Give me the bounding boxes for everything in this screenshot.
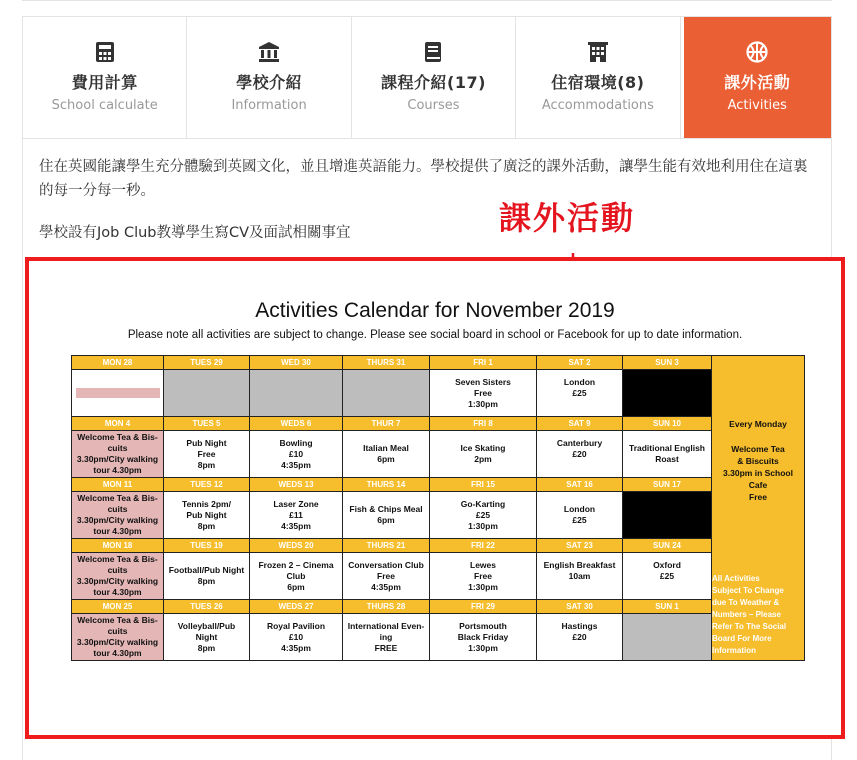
- calendar-day-header: WED 30: [250, 356, 343, 370]
- calendar-day-header: FRI 22: [430, 539, 537, 553]
- calendar-week-header-row: [72, 478, 805, 492]
- job-club-paragraph: 學校設有Job Club教導學生寫CV及面試相關事宜: [39, 225, 351, 241]
- monday-welcome-note: [712, 418, 804, 503]
- calendar-title: Activities Calendar for November 2019: [255, 299, 615, 322]
- calendar-subtitle: Please note all activities are subject to change. Please see social board in school or Facebook for up to date information.: [127, 329, 743, 341]
- calendar-activity-cell: [343, 370, 430, 417]
- tab-sublabel: Activities: [727, 98, 787, 113]
- basketball-icon: [746, 41, 768, 63]
- activity-text-line: tour 4.30pm: [93, 465, 142, 475]
- calendar-day-header: SAT 16: [537, 478, 623, 492]
- activity-text-line: Tennis 2pm/: [182, 498, 231, 509]
- tab-activities[interactable]: [684, 17, 831, 138]
- calendar-day-header: FRI 15: [430, 478, 537, 492]
- activity-text-line: Pub Night: [186, 437, 227, 448]
- activity-text-line: Laser Zone: [273, 498, 319, 509]
- activity-text-line: 1:30pm: [468, 520, 498, 531]
- calendar-activity-cell: [430, 492, 537, 539]
- activity-text-line: £25: [572, 515, 587, 525]
- activity-text-line: Football/Pub Night: [168, 565, 245, 575]
- activity-text-line: 1:30pm: [468, 398, 498, 409]
- calendar-activity-cell: [430, 614, 537, 661]
- activity-text-line: Welcome Tea & Bis-: [77, 432, 158, 442]
- calendar-activity-cell: [537, 553, 623, 600]
- activity-text-line: Frozen 2 – Cinema: [258, 559, 334, 570]
- activity-text-line: £10: [288, 448, 304, 459]
- activity-text-line: Lewes: [470, 559, 496, 570]
- tab-sublabel: School calculate: [51, 98, 158, 113]
- calendar-activity-cell: [72, 614, 164, 661]
- tab-label: 課程介紹(17): [381, 73, 486, 92]
- activity-text-line: Bowling: [279, 437, 313, 448]
- activity-text-line: £25: [572, 387, 587, 398]
- tab-label: 學校介紹: [236, 73, 303, 92]
- activity-text-line: Italian Meal: [363, 443, 409, 453]
- calendar-day-header: MON 25: [72, 600, 164, 614]
- calendar-activity-cell: [164, 614, 250, 661]
- calendar-day-header: FRI 8: [430, 417, 537, 431]
- calendar-day-header: SAT 2: [537, 356, 623, 370]
- activity-text-line: Free: [474, 387, 492, 398]
- disclaimer-line: Subject To Change: [712, 586, 784, 595]
- calendar-activity-cell: [343, 614, 430, 661]
- activity-text-line: Free: [197, 448, 216, 459]
- activity-text-line: Royal Pavilion: [266, 620, 326, 631]
- calendar-activity-cell: [430, 370, 537, 417]
- calendar-day-header: THURS 31: [343, 356, 430, 370]
- activity-text-line: cuits: [107, 626, 128, 636]
- calendar-activity-cell: [623, 370, 712, 417]
- activity-text-line: £25: [475, 509, 491, 520]
- activity-text-line: tour 4.30pm: [93, 587, 142, 597]
- activity-text-line: Pub Night: [186, 509, 227, 520]
- disclaimer-line: Board For More: [712, 634, 772, 643]
- calendar-activity-cell: [537, 370, 623, 417]
- activity-text-line: tour 4.30pm: [93, 526, 142, 536]
- side-note-heading: Every Monday: [729, 419, 787, 429]
- calendar-day-header: FRI 1: [430, 356, 537, 370]
- disclaimer-line: due To Weather &: [712, 598, 780, 607]
- calendar-day-header: WEDS 27: [250, 600, 343, 614]
- activity-text-line: Welcome Tea & Bis-: [77, 615, 158, 625]
- activity-text-line: cuits: [107, 565, 128, 575]
- activity-text-line: International Even-: [347, 620, 425, 631]
- activity-text-line: Go-Karting: [460, 498, 506, 509]
- calendar-day-header: SUN 17: [623, 478, 712, 492]
- tab-accommodations[interactable]: [516, 17, 680, 138]
- calendar-activity-cell: [537, 492, 623, 539]
- calendar-week-header-row: [72, 600, 805, 614]
- activity-text-line: 1:30pm: [468, 581, 498, 592]
- calendar-activity-cell: [343, 492, 430, 539]
- disclaimer-line: Numbers – Please: [712, 610, 781, 619]
- calendar-activity-cell: [72, 370, 164, 417]
- activity-text-line: Free: [474, 570, 492, 581]
- calendar-activity-cell: [250, 431, 343, 478]
- calendar-day-header: TUES 19: [164, 539, 250, 553]
- calendar-side-notes: [712, 356, 805, 661]
- activity-text-line: Welcome Tea & Bis-: [77, 554, 158, 564]
- top-divider: [22, 0, 832, 1]
- calendar-day-header: TUES 26: [164, 600, 250, 614]
- calendar-activity-cell: [164, 492, 250, 539]
- calendar-activity-cell: [164, 370, 250, 417]
- activity-text-line: 8pm: [197, 459, 216, 470]
- activity-text-line: Seven Sisters: [455, 376, 511, 387]
- calendar-week-activity-row: [72, 614, 805, 661]
- activity-text-line: Ice Skating: [460, 443, 506, 453]
- calendar-activity-cell: [164, 431, 250, 478]
- school-building-icon: [258, 41, 280, 63]
- disclaimer-line: Refer To The Social: [712, 622, 787, 631]
- calendar-day-header: TUES 12: [164, 478, 250, 492]
- disclaimer-line: All Activities: [712, 574, 760, 583]
- calendar-activity-cell: [72, 553, 164, 600]
- side-note-line: Cafe: [748, 480, 768, 490]
- activity-text-line: 4:35pm: [371, 581, 401, 592]
- activity-text-line: 3.30pm/City walking: [76, 515, 159, 525]
- activity-text-line: Portsmouth: [459, 620, 507, 631]
- calendar-day-header: MON 4: [72, 417, 164, 431]
- tab-school-calculate[interactable]: [23, 17, 187, 138]
- apartment-building-icon: [587, 41, 609, 63]
- tab-information[interactable]: [187, 17, 351, 138]
- activity-text-line: 10am: [568, 570, 591, 581]
- calendar-activity-cell: [343, 431, 430, 478]
- activity-text-line: 1:30pm: [468, 642, 498, 653]
- calendar-activity-cell: [343, 553, 430, 600]
- tab-label: 課外活動: [724, 73, 791, 92]
- activity-text-line: £25: [659, 570, 675, 581]
- activity-text-line: 4:35pm: [281, 459, 311, 470]
- tab-bar: [23, 17, 831, 139]
- calendar-activity-cell: [430, 431, 537, 478]
- calendar-day-header: THUR 7: [343, 417, 430, 431]
- activity-text-line: £20: [572, 448, 587, 459]
- activity-text-line: Conversation Club: [348, 559, 424, 570]
- activity-text-line: £11: [289, 509, 303, 520]
- calendar-day-header: MON 18: [72, 539, 164, 553]
- calendar-week-activity-row: [72, 431, 805, 478]
- activity-text-line: Traditional English: [628, 443, 706, 453]
- activity-text-line: Black Friday: [457, 631, 509, 642]
- school-detail-panel: [22, 16, 832, 760]
- calendar-activity-cell: [537, 614, 623, 661]
- activities-calendar-table: [71, 355, 805, 661]
- calendar-day-header: THURS 14: [343, 478, 430, 492]
- highlight-bar: [76, 388, 160, 398]
- calendar-day-header: MON 28: [72, 356, 164, 370]
- tab-sublabel: Information: [231, 98, 307, 113]
- calendar-activity-cell: [72, 431, 164, 478]
- calendar-day-header: TUES 5: [164, 417, 250, 431]
- calendar-week-activity-row: [72, 370, 805, 417]
- activity-text-line: 3.30pm/City walking: [76, 454, 159, 464]
- calendar-day-header: WEDS 6: [250, 417, 343, 431]
- calendar-day-header: THURS 28: [343, 600, 430, 614]
- activity-text-line: Canterbury: [556, 437, 603, 448]
- book-icon: [422, 41, 444, 63]
- activity-text-line: Fish & Chips Meal: [349, 504, 423, 514]
- activity-text-line: London: [563, 504, 596, 514]
- activity-text-line: Hastings: [561, 620, 598, 631]
- activity-text-line: cuits: [107, 443, 128, 453]
- calendar-day-header: SUN 24: [623, 539, 712, 553]
- activity-text-line: 6pm: [377, 454, 395, 464]
- activity-text-line: Club: [286, 570, 306, 581]
- calendar-activity-cell: [164, 553, 250, 600]
- calendar-day-header: SUN 10: [623, 417, 712, 431]
- calendar-day-header: WEDS 13: [250, 478, 343, 492]
- calendar-activity-cell: [430, 553, 537, 600]
- activity-text-line: [625, 582, 709, 593]
- activity-text-line: [539, 460, 620, 471]
- calendar-day-header: SUN 3: [623, 356, 712, 370]
- tab-courses[interactable]: [352, 17, 516, 138]
- activity-text-line: [539, 399, 620, 410]
- activity-text-line: 6pm: [377, 515, 395, 525]
- calendar-day-header: MON 11: [72, 478, 164, 492]
- calendar-week-header-row: [72, 417, 805, 431]
- activity-text-line: cuits: [107, 504, 128, 514]
- calendar-activity-cell: [623, 431, 712, 478]
- activity-text-line: Night: [195, 631, 218, 642]
- activity-text-line: tour 4.30pm: [93, 648, 142, 658]
- activities-calendar-image: [25, 257, 845, 739]
- activity-text-line: Roast: [655, 454, 679, 464]
- activity-text-line: English Breakfast: [543, 559, 616, 570]
- side-note-line: & Biscuits: [737, 456, 779, 466]
- activity-text-line: 8pm: [197, 520, 216, 531]
- calendar-activity-cell: [250, 614, 343, 661]
- activity-text-line: £20: [572, 631, 587, 642]
- side-note-line: 3.30pm in School: [723, 468, 793, 478]
- disclaimer-line: Information: [712, 646, 756, 655]
- calendar-week-activity-row: [72, 553, 805, 600]
- activity-text-line: 2pm: [474, 454, 492, 464]
- activity-text-line: 8pm: [197, 642, 216, 653]
- intro-paragraph: 住在英國能讓學生充分體驗到英國文化，並且增進英語能力。學校提供了廣泛的課外活動，讓學生能有效地利用住在這裏的每一分每一秒。: [39, 159, 808, 199]
- activity-text-line: FREE: [374, 642, 398, 653]
- activity-text-line: 3.30pm/City walking: [76, 637, 159, 647]
- calendar-day-header: THURS 21: [343, 539, 430, 553]
- activity-text-line: 3.30pm/City walking: [76, 576, 159, 586]
- activity-text-line: 6pm: [287, 581, 305, 592]
- side-note-line: Welcome Tea: [731, 444, 785, 454]
- calendar-activity-cell: [623, 553, 712, 600]
- activity-text-line: £10: [288, 631, 304, 642]
- calendar-day-header: FRI 29: [430, 600, 537, 614]
- calendar-day-header: SAT 23: [537, 539, 623, 553]
- activities-callout-heading: 課外活動: [499, 199, 636, 237]
- tab-sublabel: Courses: [407, 98, 460, 113]
- activity-text-line: Oxford: [653, 559, 681, 570]
- activity-text-line: [539, 643, 620, 654]
- calendar-activity-cell: [72, 492, 164, 539]
- calendar-activity-cell: [537, 431, 623, 478]
- activity-text-line: 4:35pm: [281, 642, 311, 653]
- calendar-day-header: TUES 29: [164, 356, 250, 370]
- calendar-week-header-row: [72, 356, 805, 370]
- activity-text-line: Welcome Tea & Bis-: [77, 493, 158, 503]
- calendar-day-header: WEDS 20: [250, 539, 343, 553]
- calendar-day-header: SAT 30: [537, 600, 623, 614]
- calendar-activity-cell: [623, 492, 712, 539]
- calendar-day-header: SUN 1: [623, 600, 712, 614]
- tab-label: 住宿環境(8): [551, 73, 645, 92]
- calendar-activity-cell: [623, 614, 712, 661]
- change-disclaimer-note: [712, 573, 804, 657]
- activity-text-line: 8pm: [197, 576, 216, 586]
- calendar-week-header-row: [72, 539, 805, 553]
- tab-label: 費用計算: [71, 73, 138, 92]
- calendar-activity-cell: [250, 492, 343, 539]
- calendar-activity-cell: [250, 553, 343, 600]
- activity-text-line: 4:35pm: [281, 520, 311, 531]
- calendar-week-activity-row: [72, 492, 805, 539]
- tab-sublabel: Accommodations: [541, 98, 654, 113]
- calculator-icon: [94, 41, 116, 63]
- activity-text-line: Volleyball/Pub: [177, 620, 236, 631]
- calendar-activity-cell: [250, 370, 343, 417]
- activity-text-line: [539, 582, 620, 593]
- activity-text-line: London: [563, 376, 596, 387]
- activity-text-line: Free: [377, 570, 395, 581]
- calendar-day-header: SAT 9: [537, 417, 623, 431]
- activity-text-line: ing: [379, 631, 393, 642]
- side-note-line: Free: [749, 492, 767, 502]
